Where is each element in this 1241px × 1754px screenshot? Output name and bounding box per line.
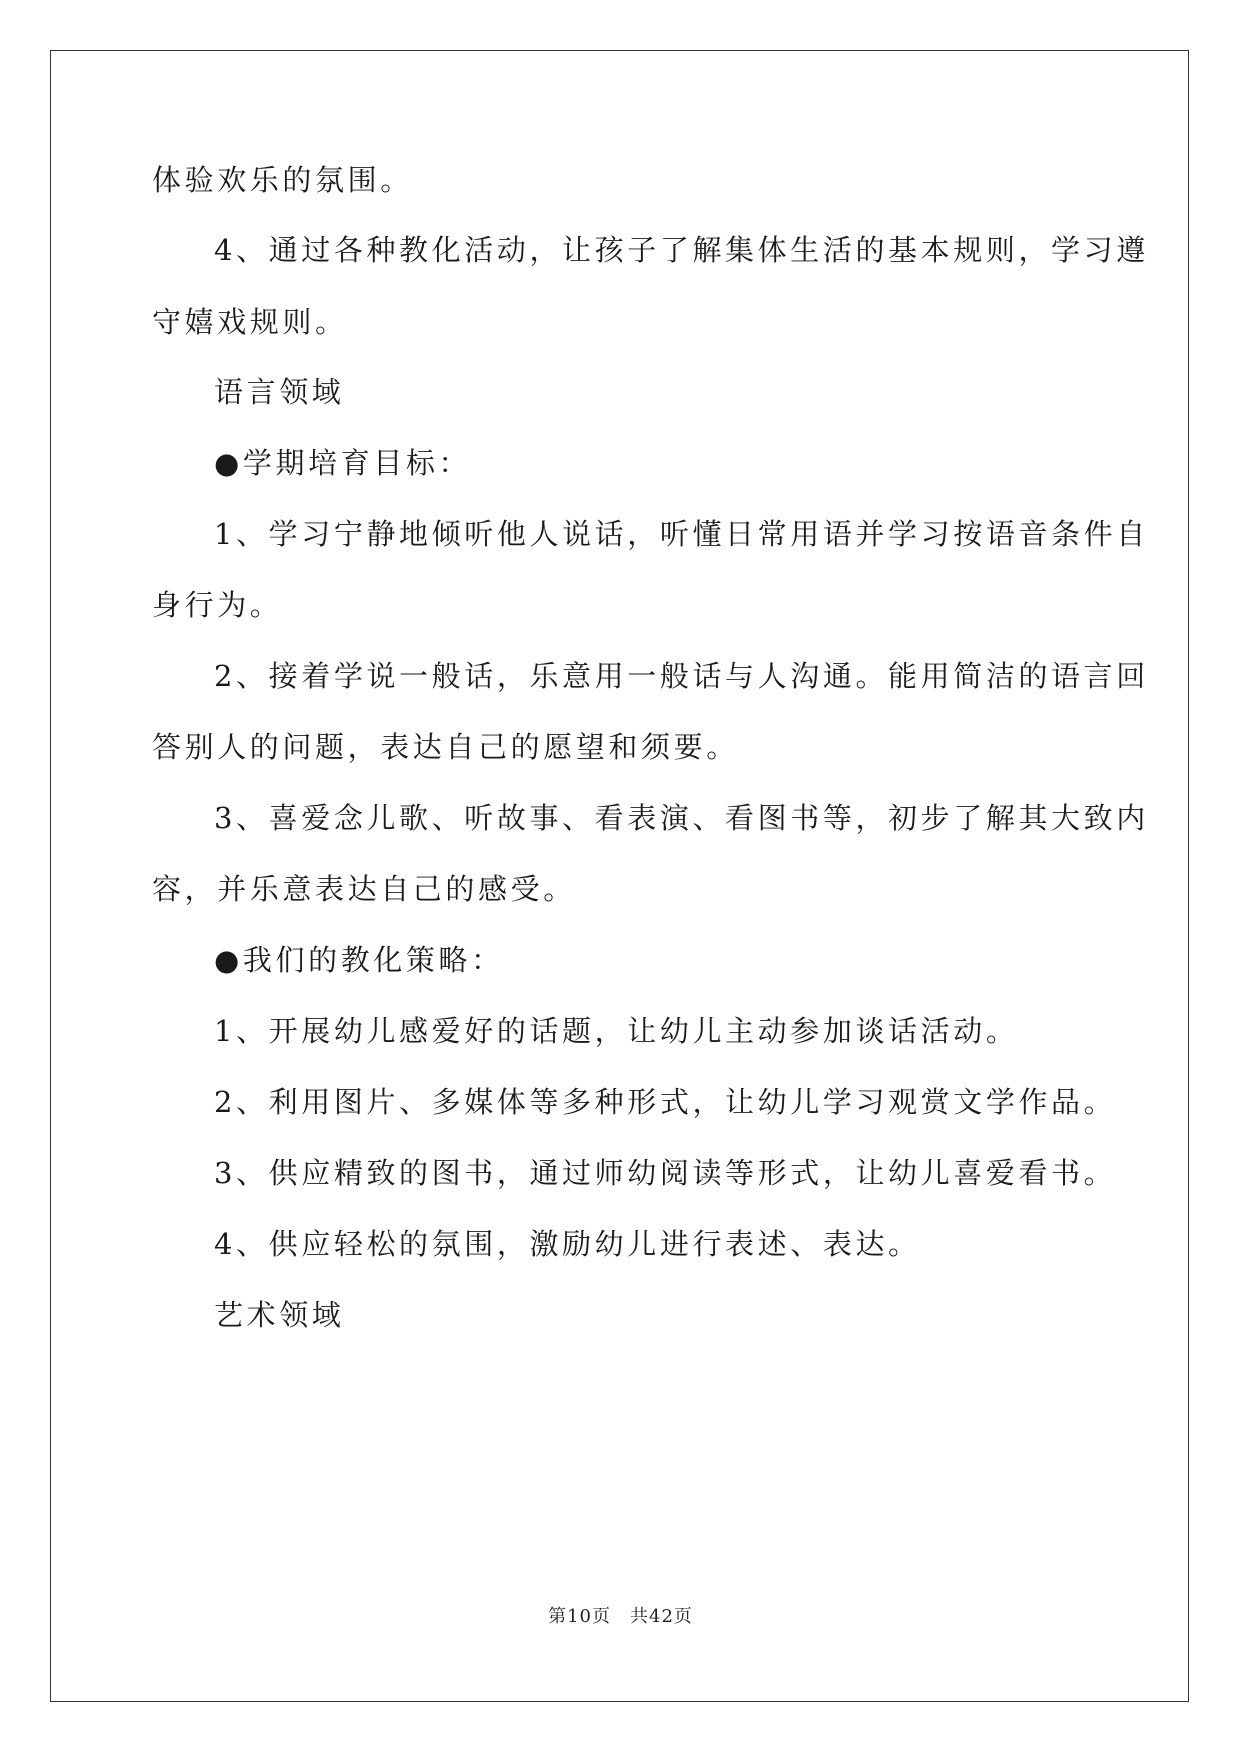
paragraph-line: 3、供应精致的图书，通过师幼阅读等形式，让幼儿喜爱看书。 bbox=[214, 1156, 1117, 1190]
paragraph-line: 答别人的问题，表达自己的愿望和须要。 bbox=[152, 730, 739, 764]
paragraph-line: 3、喜爱念儿歌、听故事、看表演、看图书等，初步了解其大致内 bbox=[214, 801, 1149, 835]
paragraph-line: 2、利用图片、多媒体等多种形式，让幼儿学习观赏文学作品。 bbox=[214, 1085, 1117, 1119]
paragraph-line: 守嬉戏规则。 bbox=[152, 305, 348, 339]
paragraph-line: 1、开展幼儿感爱好的话题，让幼儿主动参加谈话活动。 bbox=[214, 1014, 1019, 1048]
paragraph-line: 容，并乐意表达自己的感受。 bbox=[152, 872, 576, 906]
subheading-goals: ●学期培育目标： bbox=[214, 446, 472, 480]
paragraph-line: 2、接着学说一般话，乐意用一般话与人沟通。能用简洁的语言回 bbox=[214, 659, 1149, 693]
paragraph-line: 体验欢乐的氛围。 bbox=[152, 163, 413, 197]
section-heading-art: 艺术领域 bbox=[214, 1298, 345, 1332]
paragraph-line: 身行为。 bbox=[152, 588, 283, 622]
paragraph-line: 4、供应轻松的氛围，激励幼儿进行表述、表达。 bbox=[214, 1227, 921, 1261]
subheading-strategies: ●我们的教化策略： bbox=[214, 943, 504, 977]
page-number-footer: 第10页 共42页 bbox=[548, 1606, 693, 1627]
paragraph-line: 1、学习宁静地倾听他人说话，听懂日常用语并学习按语音条件自 bbox=[214, 517, 1149, 551]
paragraph-line: 4、通过各种教化活动，让孩子了解集体生活的基本规则，学习遵 bbox=[214, 233, 1149, 267]
section-heading-language: 语言领域 bbox=[214, 375, 345, 409]
